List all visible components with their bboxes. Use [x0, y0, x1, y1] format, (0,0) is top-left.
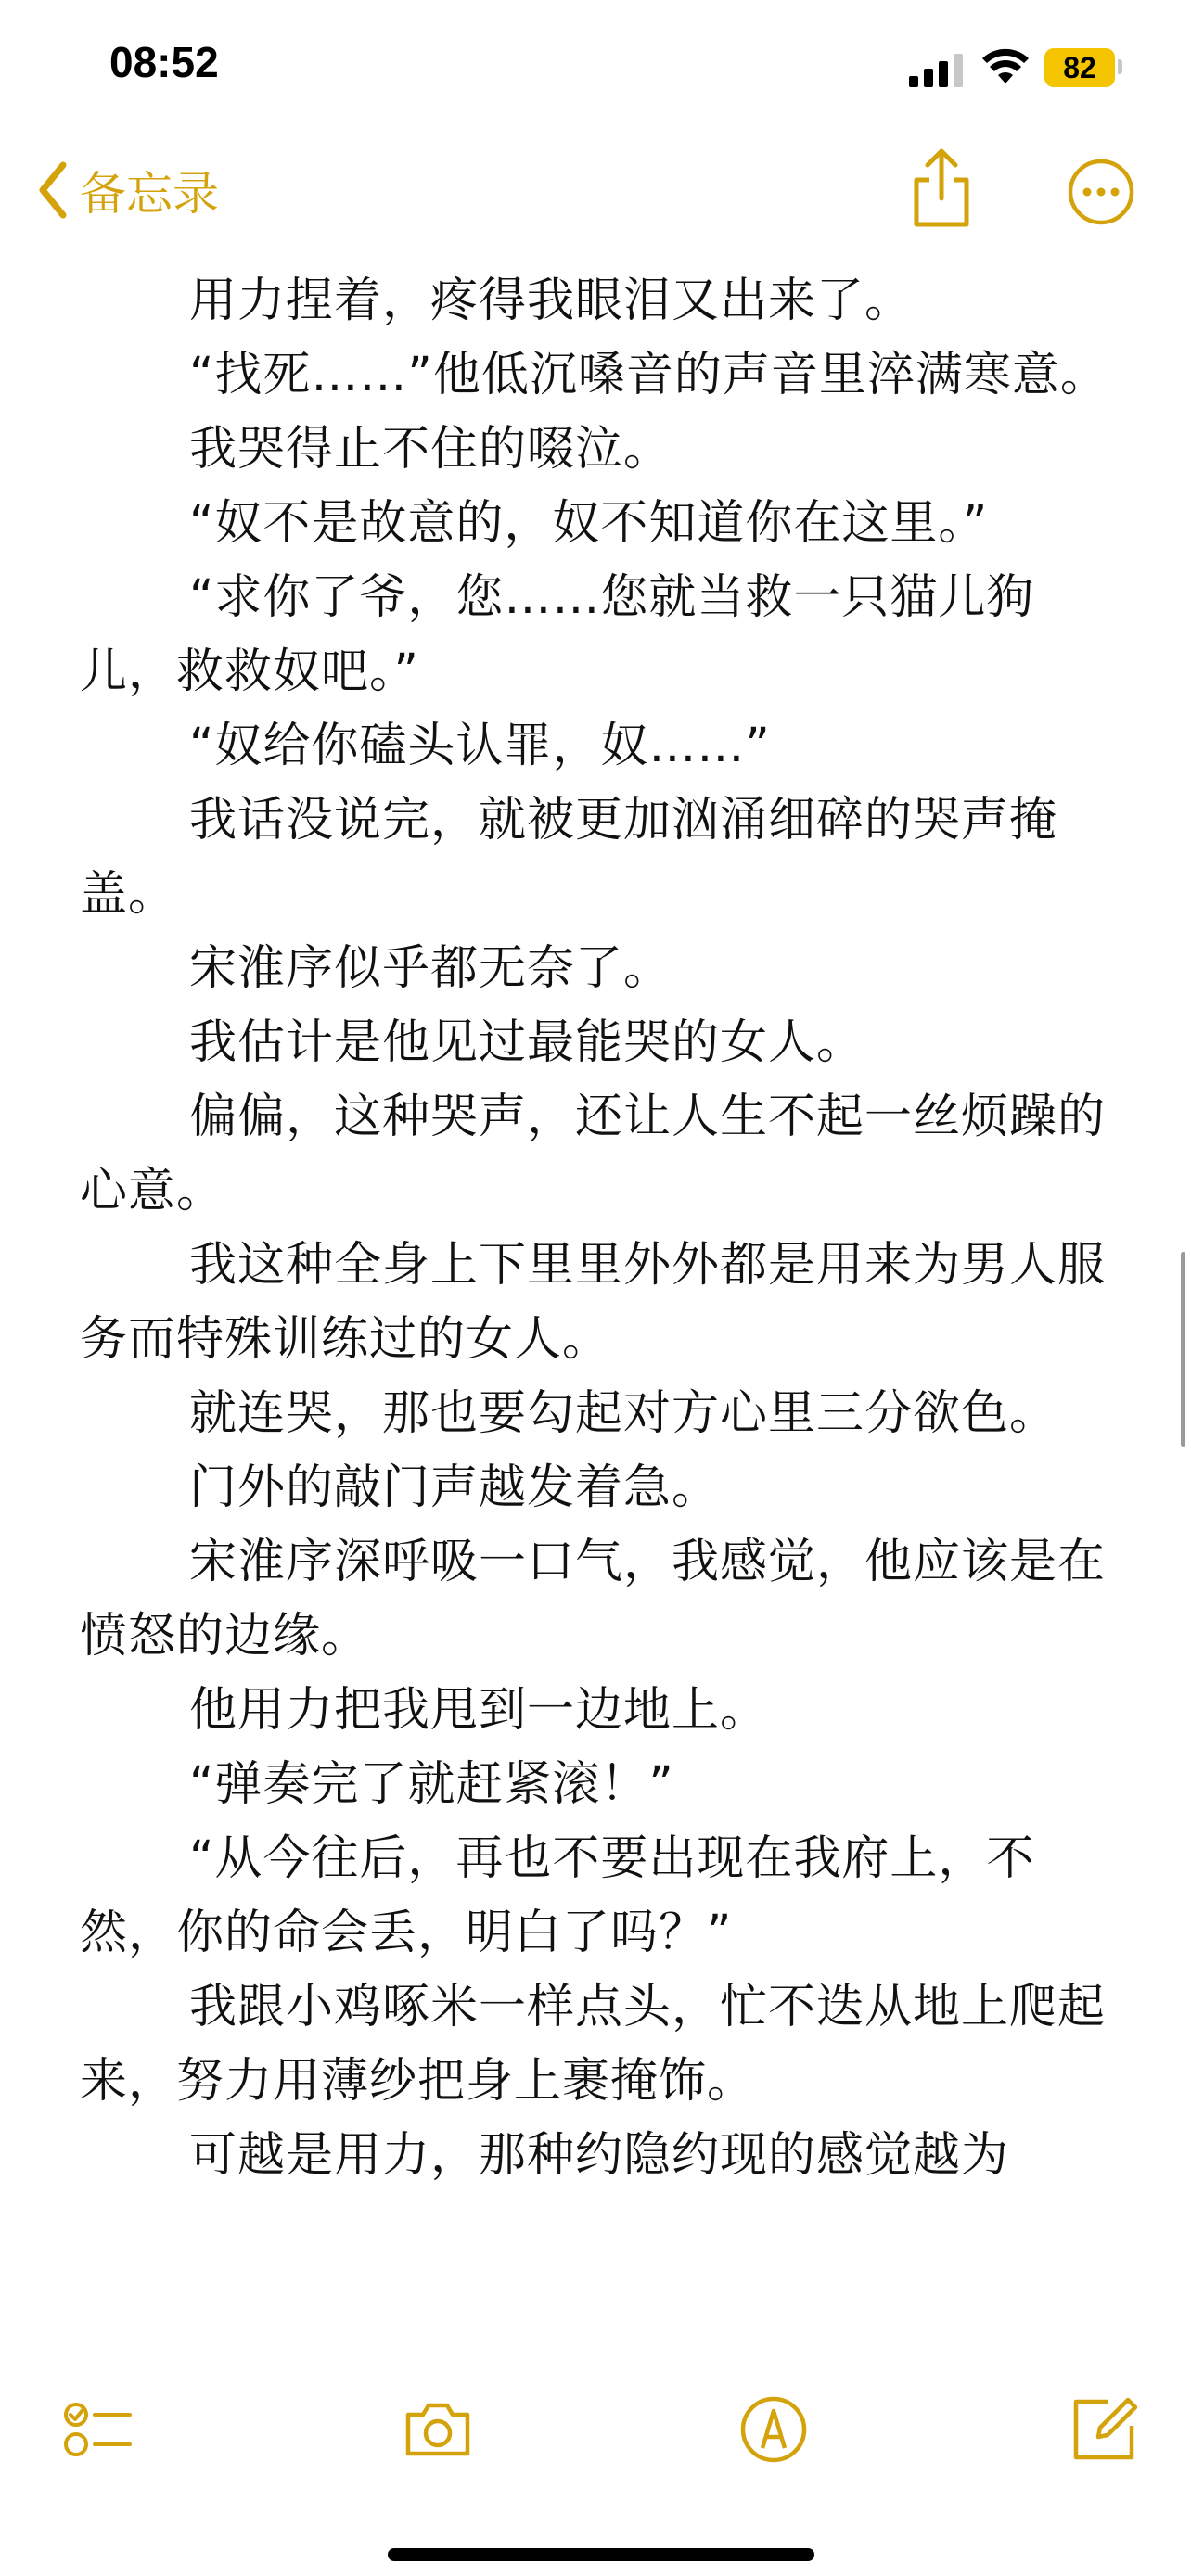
note-paragraph: “奴给你磕头认罪，奴……”	[189, 719, 771, 773]
checklist-icon[interactable]	[61, 2392, 135, 2467]
battery-nub	[1118, 59, 1122, 74]
battery-icon: 82	[1044, 48, 1115, 87]
compose-icon[interactable]	[1067, 2392, 1141, 2467]
note-paragraph: 他用力把我甩到一边地上。	[189, 1683, 769, 1738]
note-paragraph: 偏偏，这种哭声，还让人生不起一丝烦躁的心意。	[80, 1090, 1107, 1218]
note-body[interactable]	[80, 264, 1119, 2193]
note-paragraph: 宋淮序深呼吸一口气，我感觉，他应该是在愤怒的边缘。	[80, 1535, 1107, 1664]
note-paragraph: 我跟小鸡啄米一样点头，忙不迭从地上爬起来，努力用薄纱把身上裹掩饰。	[80, 1980, 1107, 2109]
chevron-left-icon	[33, 158, 70, 223]
wifi-icon	[981, 48, 1030, 85]
bottom-toolbar	[0, 2374, 1191, 2485]
status-time: 08:52	[109, 38, 219, 86]
note-paragraph: “奴不是故意的，奴不知道你在这里。”	[189, 496, 989, 551]
note-paragraph: “求你了爷，您……您就当救一只猫儿狗儿，救救奴吧。”	[80, 570, 1035, 699]
note-paragraph: 门外的敲门声越发着急。	[189, 1460, 721, 1515]
markup-icon[interactable]	[736, 2392, 811, 2467]
note-paragraph: 我哭得止不住的啜泣。	[189, 422, 672, 477]
camera-icon[interactable]	[401, 2392, 475, 2467]
nav-bar	[0, 139, 1191, 241]
note-paragraph: 我话没说完，就被更加汹涌细碎的哭声掩盖。	[80, 793, 1058, 922]
scroll-indicator[interactable]	[1181, 1252, 1185, 1447]
note-paragraph: 可越是用力，那种约隐约现的感觉越为	[189, 2128, 1010, 2183]
signal-icon	[909, 54, 965, 87]
note-paragraph: “弹奏完了就赶紧滚！”	[189, 1757, 674, 1812]
note-paragraph: 我这种全身上下里里外外都是用来为男人服务而特殊训练过的女人。	[80, 1238, 1107, 1367]
home-indicator[interactable]	[388, 2548, 814, 2561]
share-icon[interactable]	[909, 147, 974, 230]
note-paragraph: 我估计是他见过最能哭的女人。	[189, 1015, 865, 1070]
note-paragraph: “找死……”他低沉嗓音的声音里淬满寒意。	[189, 348, 1108, 402]
note-paragraph: 用力捏着，疼得我眼泪又出来了。	[189, 274, 914, 328]
more-icon[interactable]	[1067, 158, 1135, 226]
note-paragraph: 宋淮序似乎都无奈了。	[189, 941, 672, 996]
status-bar	[0, 0, 1191, 139]
note-paragraph: 就连哭，那也要勾起对方心里三分欲色。	[189, 1386, 1058, 1441]
note-paragraph: “从今往后，再也不要出现在我府上，不然，你的命会丢，明白了吗？”	[80, 1831, 1035, 1960]
back-label: 备忘录	[80, 167, 219, 221]
back-button[interactable]	[33, 158, 219, 223]
